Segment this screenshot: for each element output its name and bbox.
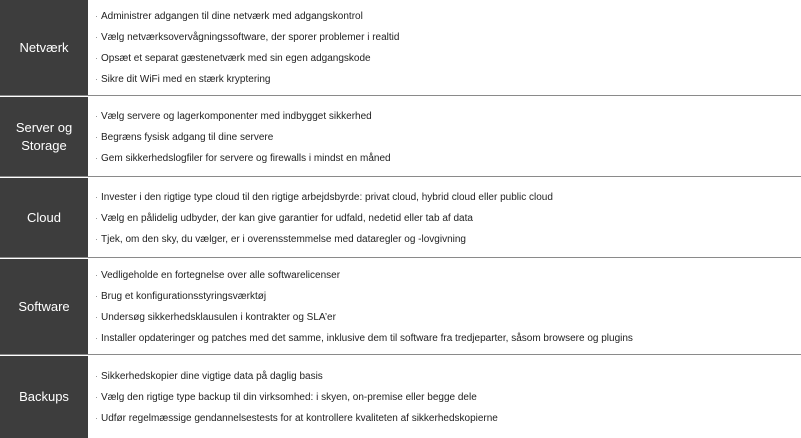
bullet-icon: · xyxy=(95,412,98,423)
list-item: · Invester i den rigtige type cloud til den rigtige arbejdsbyrde: privat cloud, hybrid cloud eller public cloud xyxy=(95,191,553,203)
list-item: · Gem sikkerhedslogfiler for servere og firewalls i mindst en måned xyxy=(95,152,391,164)
bullet-icon: · xyxy=(95,74,98,84)
bullet-icon: · xyxy=(95,11,98,21)
row-software xyxy=(0,259,801,355)
item-list xyxy=(88,0,801,96)
bullet-icon: · xyxy=(95,53,98,63)
list-item: · Vælg netværksovervågningssoftware, der sporer problemer i realtid xyxy=(95,32,400,43)
list-item: · Vælg servere og lagerkomponenter med indbygget sikkerhed xyxy=(95,110,372,122)
row-label: Software xyxy=(0,259,88,355)
list-item: · Brug et konfigurationsstyringsværktøj xyxy=(95,291,267,302)
row-divider xyxy=(0,176,801,177)
bullet-icon: · xyxy=(95,333,98,343)
bullet-icon: · xyxy=(95,391,98,402)
row-label: Netværk xyxy=(0,0,88,96)
row-label: Cloud xyxy=(0,178,88,258)
list-item: · Administrer adgangen til dine netværk med adgangskontrol xyxy=(95,11,363,22)
list-item: · Sikre dit WiFi med en stærk kryptering xyxy=(95,74,271,85)
bullet-icon: · xyxy=(95,191,98,202)
list-item: · Tjek, om den sky, du vælger, er i overensstemmelse med dataregler og -lovgivning xyxy=(95,233,466,245)
bullet-icon: · xyxy=(95,32,98,42)
item-list xyxy=(88,97,801,177)
list-item: · Vedligeholde en fortegnelse over alle softwarelicenser xyxy=(95,270,341,281)
list-item: · Opsæt et separat gæstenetværk med sin egen adgangskode xyxy=(95,53,371,64)
bullet-icon: · xyxy=(95,270,98,280)
list-item: · Begræns fysisk adgang til dine servere xyxy=(95,131,274,143)
row-server-og-storage xyxy=(0,97,801,177)
row-netvaerk xyxy=(0,0,801,96)
list-item: · Sikkerhedskopier dine vigtige data på daglig basis xyxy=(95,370,323,382)
list-item: · Vælg en pålidelig udbyder, der kan give garantier for udfald, nedetid eller tab af data xyxy=(95,212,473,224)
list-item: · Installer opdateringer og patches med det samme, inklusive dem til software fra tredjeparter, såsom browsere og plugins xyxy=(95,333,633,344)
bullet-icon: · xyxy=(95,110,98,121)
bullet-icon: · xyxy=(95,152,98,163)
item-list xyxy=(88,356,801,438)
row-divider xyxy=(0,354,801,355)
bullet-icon: · xyxy=(95,212,98,223)
bullet-icon: · xyxy=(95,131,98,142)
row-label: Backups xyxy=(0,356,88,438)
row-label: Server og Storage xyxy=(0,97,88,177)
row-backups xyxy=(0,356,801,438)
list-item: · Vælg den rigtige type backup til din virksomhed: i skyen, on-premise eller begge dele xyxy=(95,391,477,403)
bullet-icon: · xyxy=(95,291,98,301)
bullet-icon: · xyxy=(95,233,98,244)
item-list xyxy=(88,259,801,355)
bullet-icon: · xyxy=(95,370,98,381)
list-item: · Undersøg sikkerhedsklausulen i kontrakter og SLA’er xyxy=(95,312,336,323)
row-cloud xyxy=(0,178,801,258)
item-list xyxy=(88,178,801,258)
list-item: · Udfør regelmæssige gendannelsestests for at kontrollere kvaliteten af sikkerhedskopierne xyxy=(95,412,498,424)
bullet-icon: · xyxy=(95,312,98,322)
row-divider xyxy=(0,257,801,258)
row-divider xyxy=(0,95,801,96)
